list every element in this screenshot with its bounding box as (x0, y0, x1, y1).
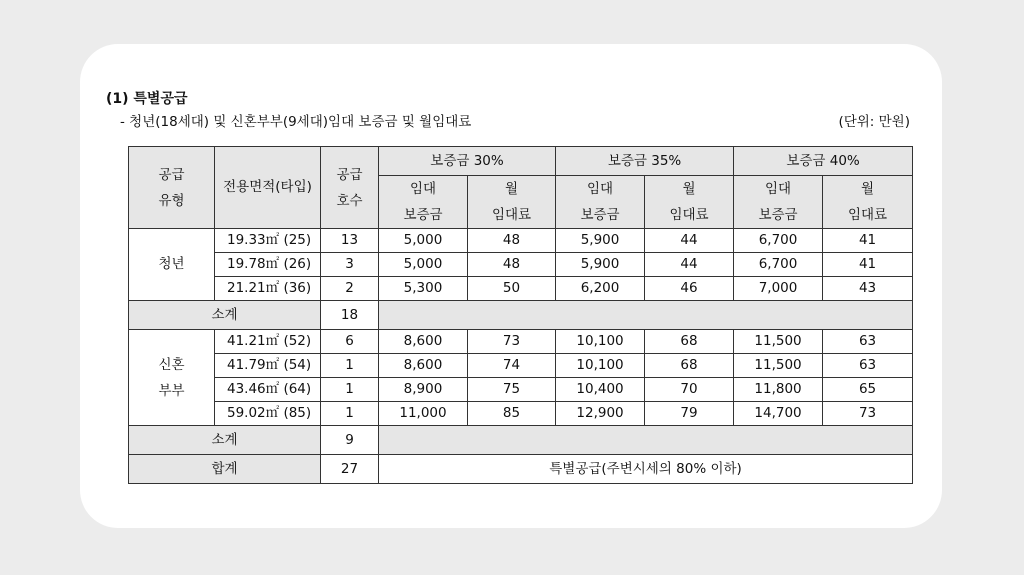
section-title: (1) 특별공급 (106, 91, 188, 107)
rent-table (128, 146, 913, 484)
header-deposit-30: 보증금 30% (379, 147, 556, 176)
table-row (129, 402, 913, 426)
count-cell: 6 (321, 330, 379, 354)
subtitle-line (120, 110, 910, 130)
deposit-35-cell: 10,100 (556, 330, 645, 354)
deposit-40-cell: 11,500 (734, 330, 823, 354)
monthly-40-cell: 43 (823, 277, 913, 301)
deposit-40-cell: 7,000 (734, 277, 823, 301)
table-row (129, 229, 913, 253)
subtotal-label: 소계 (129, 301, 321, 330)
monthly-35-cell: 70 (645, 378, 734, 402)
deposit-30-cell: 5,000 (379, 229, 468, 253)
deposit-30-cell: 8,900 (379, 378, 468, 402)
monthly-35-cell: 44 (645, 229, 734, 253)
monthly-40-cell: 65 (823, 378, 913, 402)
monthly-35-cell: 79 (645, 402, 734, 426)
deposit-40-cell: 6,700 (734, 229, 823, 253)
monthly-40-cell: 73 (823, 402, 913, 426)
youth-label: 청년 (129, 229, 215, 301)
table-row (129, 354, 913, 378)
deposit-35-cell: 12,900 (556, 402, 645, 426)
monthly-30-cell: 48 (468, 229, 556, 253)
deposit-35-cell: 5,900 (556, 229, 645, 253)
monthly-40-cell: 41 (823, 253, 913, 277)
subtotal-blank (379, 301, 913, 330)
header-monthly: 월 임대료 (823, 176, 913, 229)
deposit-40-cell: 14,700 (734, 402, 823, 426)
unit-note: (단위: 만원) (838, 114, 910, 130)
total-label: 합계 (129, 455, 321, 484)
header-deposit-35: 보증금 35% (556, 147, 734, 176)
monthly-35-cell: 44 (645, 253, 734, 277)
total-note: 특별공급(주변시세의 80% 이하) (379, 455, 913, 484)
header-deposit: 임대 보증금 (556, 176, 645, 229)
header-deposit-40: 보증금 40% (734, 147, 913, 176)
header-supply-count: 공급 호수 (321, 147, 379, 229)
count-cell: 1 (321, 378, 379, 402)
monthly-30-cell: 48 (468, 253, 556, 277)
total-section (129, 455, 913, 484)
subtotal-row (129, 301, 913, 330)
monthly-30-cell: 75 (468, 378, 556, 402)
subtotal-row (129, 426, 913, 455)
monthly-35-cell: 68 (645, 330, 734, 354)
count-cell: 1 (321, 354, 379, 378)
total-count: 27 (321, 455, 379, 484)
header-supply-type: 공급 유형 (129, 147, 215, 229)
count-cell: 13 (321, 229, 379, 253)
count-cell: 1 (321, 402, 379, 426)
monthly-30-cell: 73 (468, 330, 556, 354)
table-row (129, 378, 913, 402)
deposit-35-cell: 5,900 (556, 253, 645, 277)
count-cell: 3 (321, 253, 379, 277)
area-cell: 21.21㎡ (36) (215, 277, 321, 301)
newlywed-section (129, 330, 913, 455)
header-deposit: 임대 보증금 (734, 176, 823, 229)
deposit-30-cell: 5,000 (379, 253, 468, 277)
area-cell: 19.33㎡ (25) (215, 229, 321, 253)
monthly-35-cell: 46 (645, 277, 734, 301)
subtotal-blank (379, 426, 913, 455)
deposit-35-cell: 10,100 (556, 354, 645, 378)
count-cell: 2 (321, 277, 379, 301)
table-row (129, 330, 913, 354)
deposit-30-cell: 11,000 (379, 402, 468, 426)
area-cell: 41.79㎡ (54) (215, 354, 321, 378)
monthly-30-cell: 74 (468, 354, 556, 378)
subtitle: - 청년(18세대) 및 신혼부부(9세대)임대 보증금 및 월임대료 (120, 114, 472, 130)
newlywed-label: 신혼 부부 (129, 330, 215, 426)
deposit-40-cell: 6,700 (734, 253, 823, 277)
deposit-40-cell: 11,500 (734, 354, 823, 378)
deposit-30-cell: 5,300 (379, 277, 468, 301)
deposit-35-cell: 6,200 (556, 277, 645, 301)
subtotal-count: 9 (321, 426, 379, 455)
subtotal-count: 18 (321, 301, 379, 330)
header-deposit: 임대 보증금 (379, 176, 468, 229)
monthly-30-cell: 85 (468, 402, 556, 426)
deposit-30-cell: 8,600 (379, 330, 468, 354)
youth-section (129, 229, 913, 330)
area-cell: 41.21㎡ (52) (215, 330, 321, 354)
deposit-35-cell: 10,400 (556, 378, 645, 402)
area-cell: 59.02㎡ (85) (215, 402, 321, 426)
header-area-type: 전용면적(타입) (215, 147, 321, 229)
table-row (129, 277, 913, 301)
area-cell: 19.78㎡ (26) (215, 253, 321, 277)
area-cell: 43.46㎡ (64) (215, 378, 321, 402)
header-monthly: 월 임대료 (468, 176, 556, 229)
monthly-40-cell: 41 (823, 229, 913, 253)
table-row (129, 253, 913, 277)
deposit-30-cell: 8,600 (379, 354, 468, 378)
deposit-40-cell: 11,800 (734, 378, 823, 402)
monthly-40-cell: 63 (823, 330, 913, 354)
total-row (129, 455, 913, 484)
subtotal-label: 소계 (129, 426, 321, 455)
monthly-40-cell: 63 (823, 354, 913, 378)
monthly-30-cell: 50 (468, 277, 556, 301)
table-header (129, 147, 913, 229)
header-monthly: 월 임대료 (645, 176, 734, 229)
monthly-35-cell: 68 (645, 354, 734, 378)
